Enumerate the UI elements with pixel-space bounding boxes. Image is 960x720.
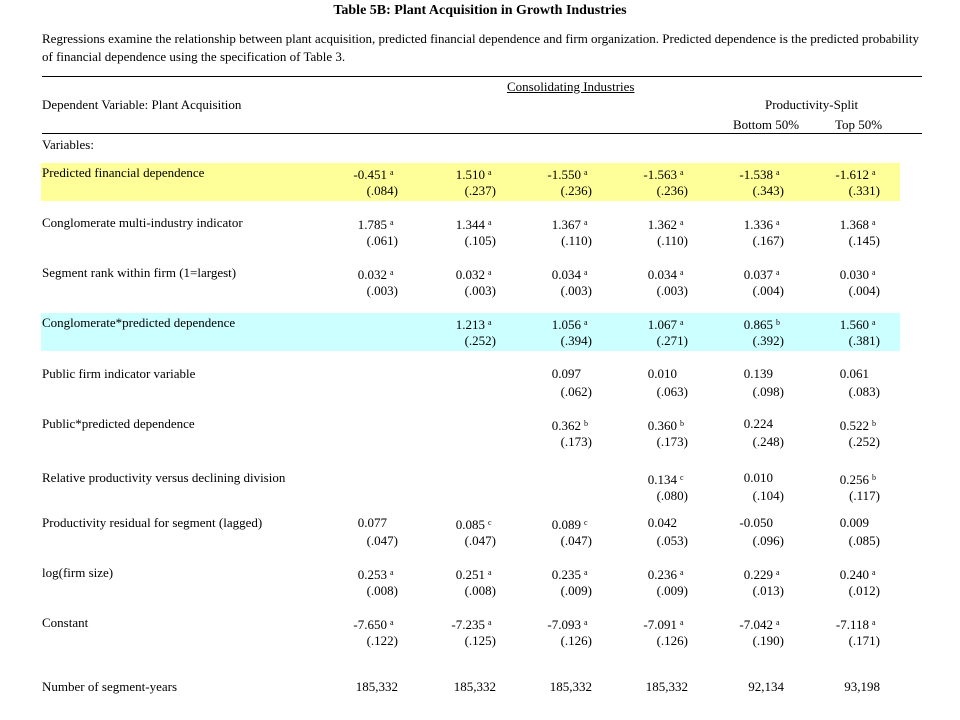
segment-years-cell: 185,332 xyxy=(453,679,496,694)
standard-error-cell: (.047) xyxy=(560,533,592,548)
segment-years-cell: 92,134 xyxy=(748,679,784,694)
standard-error-cell: (.008) xyxy=(464,583,496,598)
standard-error-cell: (.008) xyxy=(366,583,398,598)
standard-error-cell: (.004) xyxy=(752,283,784,298)
coefficient-cell: 0.134$^c$ xyxy=(647,472,684,487)
standard-error-cell: (.126) xyxy=(560,633,592,648)
standard-error-cell: (.252) xyxy=(464,333,496,348)
standard-error-cell: (.063) xyxy=(656,384,688,399)
standard-error-cell: (.047) xyxy=(366,533,398,548)
standard-error-cell: (.237) xyxy=(464,183,496,198)
coefficient-cell: -7.093$^a$ xyxy=(547,617,588,632)
header-rule xyxy=(42,133,922,134)
standard-error-cell: (.173) xyxy=(656,434,688,449)
coefficient-cell: 0.240$^a$ xyxy=(839,567,876,582)
standard-error-cell: (.053) xyxy=(656,533,688,548)
variables-label: Variables: xyxy=(42,137,94,152)
coefficient-cell: 0.030$^a$ xyxy=(839,267,876,282)
standard-error-cell: (.096) xyxy=(752,533,784,548)
standard-error-cell: (.125) xyxy=(464,633,496,648)
standard-error-cell: (.167) xyxy=(752,233,784,248)
coefficient-cell: 1.344$^a$ xyxy=(455,217,492,232)
coefficient-cell: 0.042 xyxy=(647,515,677,530)
standard-error-cell: (.171) xyxy=(848,633,880,648)
coefficient-cell: 1.213$^a$ xyxy=(455,317,492,332)
standard-error-cell: (.343) xyxy=(752,183,784,198)
segment-years-cell: 185,332 xyxy=(355,679,398,694)
coefficient-cell: 1.056$^a$ xyxy=(551,317,588,332)
coefficient-cell: 1.067$^a$ xyxy=(647,317,684,332)
variable-label: Constant xyxy=(42,615,89,630)
standard-error-cell: (.003) xyxy=(366,283,398,298)
coefficient-cell: 0.089$^c$ xyxy=(551,517,588,532)
standard-error-cell: (.084) xyxy=(366,183,398,198)
coefficient-cell: 0.362$^b$ xyxy=(551,418,588,433)
coefficient-cell: 0.032$^a$ xyxy=(455,267,492,282)
coefficient-cell: 0.061 xyxy=(839,366,869,381)
standard-error-cell: (.104) xyxy=(752,488,784,503)
segment-years-cell: 185,332 xyxy=(645,679,688,694)
standard-error-cell: (.381) xyxy=(848,333,880,348)
coefficient-cell: 0.229$^a$ xyxy=(743,567,780,582)
standard-error-cell: (.004) xyxy=(848,283,880,298)
coefficient-cell: -1.550$^a$ xyxy=(547,167,588,182)
variable-label: Relative productivity versus declining division xyxy=(42,470,286,485)
standard-error-cell: (.013) xyxy=(752,583,784,598)
table-description: Regressions examine the relationship between plant acquisition, predicted financial dependence and firm organization. Predicted dependence is the predicted probability of financial dependence using the specification of Table 3. xyxy=(42,31,919,64)
coefficient-cell: 0.032$^a$ xyxy=(357,267,394,282)
coefficient-cell: 0.010 xyxy=(743,470,773,485)
coefficient-cell: 0.235$^a$ xyxy=(551,567,588,582)
standard-error-cell: (.085) xyxy=(848,533,880,548)
coefficient-cell: 1.560$^a$ xyxy=(839,317,876,332)
coefficient-cell: -1.563$^a$ xyxy=(643,167,684,182)
top-rule xyxy=(42,76,922,77)
coefficient-cell: -1.538$^a$ xyxy=(739,167,780,182)
coefficient-cell: 0.360$^b$ xyxy=(647,418,684,433)
standard-error-cell: (.047) xyxy=(464,533,496,548)
coefficient-cell: -0.451$^a$ xyxy=(353,167,394,182)
standard-error-cell: (.173) xyxy=(560,434,592,449)
coefficient-cell: 1.362$^a$ xyxy=(647,217,684,232)
variable-label: Public*predicted dependence xyxy=(42,416,195,431)
standard-error-cell: (.009) xyxy=(656,583,688,598)
standard-error-cell: (.394) xyxy=(560,333,592,348)
variable-label: Segment rank within firm (1=largest) xyxy=(42,265,237,280)
coefficient-cell: 1.785$^a$ xyxy=(357,217,394,232)
standard-error-cell: (.248) xyxy=(752,434,784,449)
variable-label: log(firm size) xyxy=(42,565,114,580)
standard-error-cell: (.003) xyxy=(560,283,592,298)
coefficient-cell: -7.042$^a$ xyxy=(739,617,780,632)
standard-error-cell: (.236) xyxy=(656,183,688,198)
coefficient-cell: 0.224 xyxy=(743,416,773,431)
coefficient-cell: 0.034$^a$ xyxy=(551,267,588,282)
standard-error-cell: (.105) xyxy=(464,233,496,248)
standard-error-cell: (.331) xyxy=(848,183,880,198)
standard-error-cell: (.392) xyxy=(752,333,784,348)
standard-error-cell: (.083) xyxy=(848,384,880,399)
variable-label: Public firm indicator variable xyxy=(42,366,196,381)
standard-error-cell: (.271) xyxy=(656,333,688,348)
coefficient-cell: 0.236$^a$ xyxy=(647,567,684,582)
coefficient-cell: 0.522$^b$ xyxy=(839,418,876,433)
standard-error-cell: (.122) xyxy=(366,633,398,648)
variable-label: Predicted financial dependence xyxy=(42,165,205,180)
standard-error-cell: (.252) xyxy=(848,434,880,449)
standard-error-cell: (.061) xyxy=(366,233,398,248)
coefficient-cell: -0.050 xyxy=(739,515,773,530)
coefficient-cell: 1.367$^a$ xyxy=(551,217,588,232)
coefficient-cell: -7.650$^a$ xyxy=(353,617,394,632)
dependent-variable-label: Dependent Variable: Plant Acquisition xyxy=(42,97,242,112)
coefficient-cell: 0.009 xyxy=(839,515,869,530)
table-title: Table 5B: Plant Acquisition in Growth Industries xyxy=(333,3,627,18)
standard-error-cell: (.009) xyxy=(560,583,592,598)
coefficient-cell: 1.368$^a$ xyxy=(839,217,876,232)
productivity-split-header: Productivity-Split xyxy=(765,97,859,112)
segment-years-label: Number of segment-years xyxy=(42,679,178,694)
standard-error-cell: (.126) xyxy=(656,633,688,648)
coefficient-cell: -7.118$^a$ xyxy=(835,617,876,632)
coefficient-cell: 0.010 xyxy=(647,366,677,381)
variable-label: Conglomerate*predicted dependence xyxy=(42,315,236,330)
standard-error-cell: (.003) xyxy=(464,283,496,298)
coefficient-cell: -7.235$^a$ xyxy=(451,617,492,632)
standard-error-cell: (.012) xyxy=(848,583,880,598)
bottom-50-header: Bottom 50% xyxy=(733,117,800,132)
standard-error-cell: (.080) xyxy=(656,488,688,503)
standard-error-cell: (.062) xyxy=(560,384,592,399)
coefficient-cell: 0.256$^b$ xyxy=(839,472,876,487)
standard-error-cell: (.110) xyxy=(657,233,688,248)
consolidating-industries-header: Consolidating Industries xyxy=(507,79,635,94)
standard-error-cell: (.236) xyxy=(560,183,592,198)
standard-error-cell: (.145) xyxy=(848,233,880,248)
coefficient-cell: 0.077 xyxy=(357,515,387,530)
coefficient-cell: 0.253$^a$ xyxy=(357,567,394,582)
segment-years-cell: 185,332 xyxy=(549,679,592,694)
top-50-header: Top 50% xyxy=(835,117,883,132)
coefficient-cell: 0.251$^a$ xyxy=(455,567,492,582)
coefficient-cell: -7.091$^a$ xyxy=(643,617,684,632)
variable-label: Productivity residual for segment (lagged) xyxy=(42,515,263,530)
variable-label: Conglomerate multi-industry indicator xyxy=(42,215,243,230)
segment-years-cell: 93,198 xyxy=(844,679,880,694)
standard-error-cell: (.117) xyxy=(849,488,880,503)
standard-error-cell: (.110) xyxy=(561,233,592,248)
coefficient-cell: 0.865$^b$ xyxy=(743,317,780,332)
coefficient-cell: 0.034$^a$ xyxy=(647,267,684,282)
standard-error-cell: (.190) xyxy=(752,633,784,648)
coefficient-cell: 0.139 xyxy=(743,366,773,381)
standard-error-cell: (.098) xyxy=(752,384,784,399)
coefficient-cell: 0.097 xyxy=(551,366,581,381)
coefficient-cell: 0.085$^c$ xyxy=(455,517,492,532)
coefficient-cell: 1.336$^a$ xyxy=(743,217,780,232)
coefficient-cell: -1.612$^a$ xyxy=(835,167,876,182)
coefficient-cell: 1.510$^a$ xyxy=(455,167,492,182)
standard-error-cell: (.003) xyxy=(656,283,688,298)
coefficient-cell: 0.037$^a$ xyxy=(743,267,780,282)
